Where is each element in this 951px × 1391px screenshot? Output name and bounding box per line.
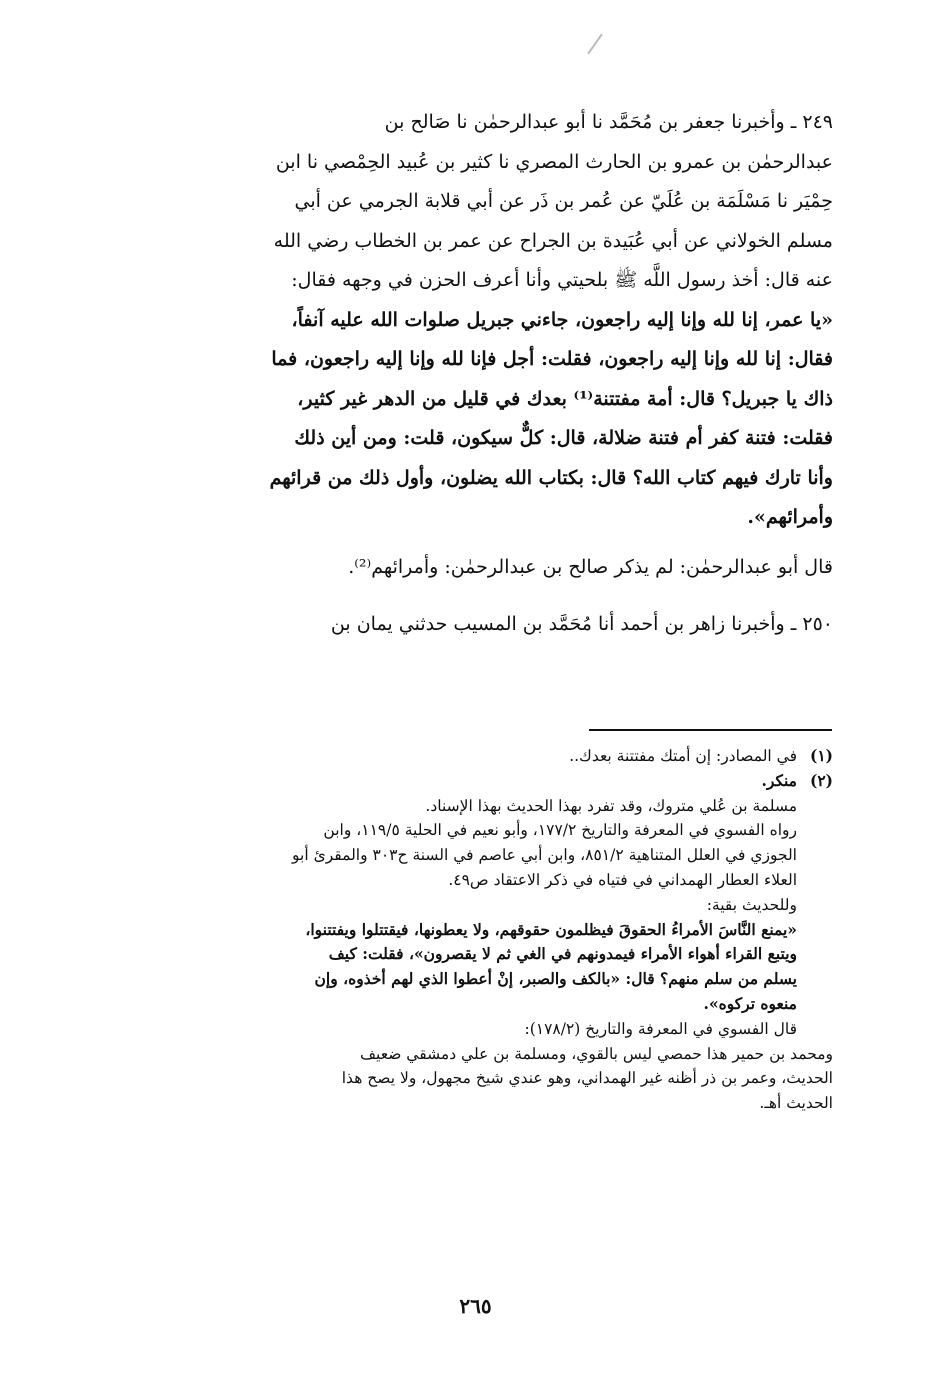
footnote-1 <box>118 744 833 769</box>
main-line: مسلم الخولاني عن أبي عُبَيدة بن الجراح عن عمر بن الخطاب رضي الله <box>273 229 833 252</box>
footnote-2-mark: (٢) <box>809 770 833 790</box>
footnote-line: وللحديث بقية: <box>706 895 797 914</box>
next-entry-line: ٢٥٠ ـ وأخبرنا زاهر بن أحمد أنا مُحَمَّد بن المسيب حدثني يمان بن <box>330 613 833 635</box>
main-line: ٢٤٩ ـ وأخبرنا جعفر بن مُحَمَّد نا أبو عبدالرحمٰن نا صَالح بن <box>384 111 833 133</box>
hadith-line: «يا عمر، إنا لله وإنا إليه راجعون، جاءني جبريل صلوات الله عليه آنفاً، <box>291 308 833 331</box>
footnote-separator <box>589 729 832 731</box>
footnote-hadith-line: منعوه تركوه». <box>703 993 797 1013</box>
footnotes <box>118 744 833 1116</box>
main-line: حِمْيَر نا مَسْلَمَة بن عُلَيّ عن عُمر بن ذَر عن أبي قلابة الجرمي عن أبي <box>294 190 833 212</box>
hadith-line: وأنا تارك فيهم كتاب الله؟ قال: بكتاب الله يضلون، وأول ذلك من قرائهم <box>269 466 833 489</box>
footnote-hadith-line: ويتبع القراء أهواء الأمراء فيمدونهم في الغي ثم لا يقصرون»، فقلت: كيف <box>328 944 797 964</box>
hadith-line: فقلت: فتنة كفر أم فتنة ضلالة، قال: كلٌّ سيكون، قلت: ومن أين ذلك <box>294 427 833 449</box>
main-text <box>118 103 833 645</box>
footnote-line: العلاء العطار الهمداني في فتياه في ذكر الاعتقاد ص٤٩. <box>448 870 797 889</box>
footnote-line: ومحمد بن حمير هذا حمصي ليس بالقوي، ومسلمة بن علي دمشقي ضعيف <box>360 1044 833 1063</box>
pen-stroke-mark <box>587 34 602 55</box>
footnote-line: قال الفسوي في المعرفة والتاريخ (١٧٨/٢): <box>524 1019 797 1038</box>
hadith-line: وأمرائهم». <box>747 506 833 528</box>
footnote-2 <box>118 769 833 794</box>
footnote-2-title: منكر. <box>761 770 797 790</box>
page-number: ٢٦٥ <box>459 1294 492 1318</box>
footnote-1-mark: (١) <box>809 746 833 765</box>
footnote-line: الحديث أهـ. <box>759 1094 833 1113</box>
footnote-hadith-line: «يمنع النَّاسَ الأمراءُ الحقوقَ فيظلمون حقوقهم، ولا يعطونها، فيقتتلوا ويفتتنوا، <box>305 919 797 939</box>
hadith-line: فقال: إنا لله وإنا إليه راجعون، فقلت: أجل فإنا لله وإنا إليه راجعون، فما <box>271 348 833 370</box>
footnote-line: الحديث، وعمر بن ذر أظنه غير الهمداني، وهو عندي شيخ مجهول، ولا يصح هذا <box>341 1069 833 1088</box>
narrator-remark: قال أبو عبدالرحمٰن: لم يذكر صالح بن عبدالرحمٰن: وأمرائهم⁽²⁾. <box>348 555 833 578</box>
footnote-line: الجوزي في العلل المتناهية ٨٥١/٢، وابن أبي عاصم في السنة ح٣٠٣ والمقرئ أبو <box>292 846 797 865</box>
hadith-line: ذاك يا جبريل؟ قال: أمة مفتتنة⁽¹⁾ بعدك في قليل من الدهر غير كثير، <box>297 387 833 410</box>
main-line: عنه قال: أخذ رسول اللَّه ﷺ بلحيتي وأنا أعرف الحزن في وجهه فقال: <box>291 269 833 291</box>
footnote-line: مسلمة بن عُلي متروك، وقد تفرد بهذا الحديث بهذا الإسناد. <box>425 796 797 815</box>
footnote-hadith-line: يسلم من سلم منهم؟ قال: «بالكف والصبر، إنْ أعطوا الذي لهم أخذوه، وإن <box>314 969 797 989</box>
footnote-line: رواه الفسوي في المعرفة والتاريخ ١٧٧/٢، وأبو نعيم في الحلية ١١٩/٥، وابن <box>323 821 797 840</box>
footnote-1-text: في المصادر: إن أمتك مفتتنة بعدك.. <box>569 747 797 765</box>
main-line: عبدالرحمٰن بن عمرو بن الحارث المصري نا كثير بن عُبيد الحِمْصي نا ابن <box>275 150 833 173</box>
